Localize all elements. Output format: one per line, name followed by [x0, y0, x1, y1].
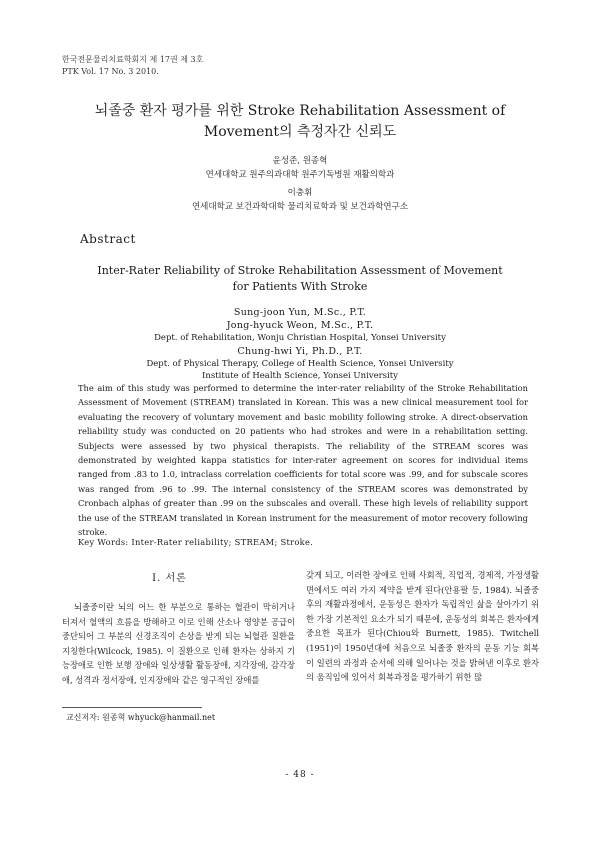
journal-header-english: PTK Vol. 17 No. 3 2010. [62, 67, 159, 76]
corresponding-author-footnote: 교신저자: 원종혁 whyuck@hanmail.net [66, 713, 216, 722]
english-affiliation-1: Dept. of Rehabilitation, Wonju Christian Hospital, Yonsei University [154, 333, 446, 343]
journal-header [62, 54, 203, 78]
intro-right-column: 갖게 되고, 이러한 장애로 인해 사회적, 직업적, 경제적, 가정생활 면에서도 여러 가지 제약을 받게 된다(안용팔 등, 1984). 뇌졸중 후의 재활과정에서, 운동성은 환자가 독립적인 삶을 살아가기 위한 가장 기본적인 요소가 되기 때문에, 운동성의 회복은 환자에게 중요한 목표가 된다(Chiou와 Burnett, 1985). Twitchell (1951)이 1950년대에 처음으로 뇌졸중 환자의 운동 기능 회복이 일련의 과정과 순서에 의해 일어나는 것을 밝혀낸 이후로 환자의 움직임에 있어서 회복과정을 평가하기 위한 많 [306, 570, 539, 683]
intro-left-column: 뇌졸중이란 뇌의 어느 한 부분으로 통하는 혈관이 막히거나 터져서 혈액의 흐름을 방해하고 이로 인해 산소나 영양분 공급이 중단되어 그 부분의 신경조직이 손상을 받게 되는 뇌혈관 질환을 지칭한다(Wilcock, 1985). 이 질환으로 인해 환자는 상하지 기능장애로 인한 보행 장애와 일상생활 활동장애, 지각장애, 감각장애, 성격과 정서장애, 인지장애와 같은 영구적인 장애를 [62, 602, 295, 685]
korean-title-line-1: 뇌졸중 환자 평가를 위한 Stroke Rehabilitation Assessment of [94, 103, 506, 119]
footnote-rule [62, 707, 202, 708]
journal-header-korean: 한국전문물리치료학회지 제 17권 제 3호 [62, 55, 204, 64]
keywords: Key Words: Inter-Rater reliability; STREAM; Stroke. [78, 537, 314, 547]
abstract-heading: Abstract [80, 232, 136, 246]
english-affiliation-3: Institute of Health Science, Yonsei University [202, 371, 398, 381]
english-title [60, 263, 540, 295]
korean-author-names-2: 이충휘 [287, 188, 313, 198]
english-title-line-2: for Patients With Stroke [232, 280, 368, 293]
english-author-3: Chung-hwi Yi, Ph.D., P.T. [237, 346, 363, 357]
english-author-2: Jong-hyuck Weon, M.Sc., P.T. [226, 320, 374, 331]
english-affiliation-2: Dept. of Physical Therapy, College of Health Science, Yonsei University [146, 359, 454, 369]
section-heading-introduction: Ⅰ. 서론 [152, 573, 187, 584]
korean-title [60, 101, 540, 143]
abstract-body: The aim of this study was performed to determine the inter-rater reliability of the Stroke Rehabilitation Assessment of Movement (STREAM) translated in Korean. This was a new clinical measurement tool for evaluating the recovery of voluntary movement and basic mobility following stroke. A direct-observation reliability study was conducted on 20 patients who had strokes and were in a rehabilitation setting. Subjects were assessed by two physical therapists. The reliability of the STREAM scores was demonstrated by weighted kappa statistics for inter-rater agreement on scores for individual items ranged from .83 to 1.0, intraclass correlation coefficients for total score was .99, and for subscale scores was ranged from .96 to .99. The internal consistency of the STREAM scores was demonstrated by Cronbach alphas of greater than .99 on the subscales and overall. These high levels of reliability support the use of the STREAM translated in Korean instrument for the measurement of motor recovery following stroke. [78, 383, 528, 538]
english-author-1: Sung-joon Yun, M.Sc., P.T. [233, 307, 367, 318]
korean-author-names-1: 윤성준, 원종혁 [272, 156, 328, 166]
korean-affiliation-1: 연세대학교 원주의과대학 원주기독병원 재활의학과 [205, 170, 395, 180]
korean-title-line-2: Movement의 측정자간 신뢰도 [203, 124, 397, 140]
korean-affiliation-2: 연세대학교 보건과학대학 물리치료학과 및 보건과학연구소 [191, 202, 409, 212]
page-number: - 48 - [285, 770, 315, 780]
english-title-line-1: Inter-Rater Reliability of Stroke Rehabilitation Assessment of Movement [97, 264, 503, 277]
